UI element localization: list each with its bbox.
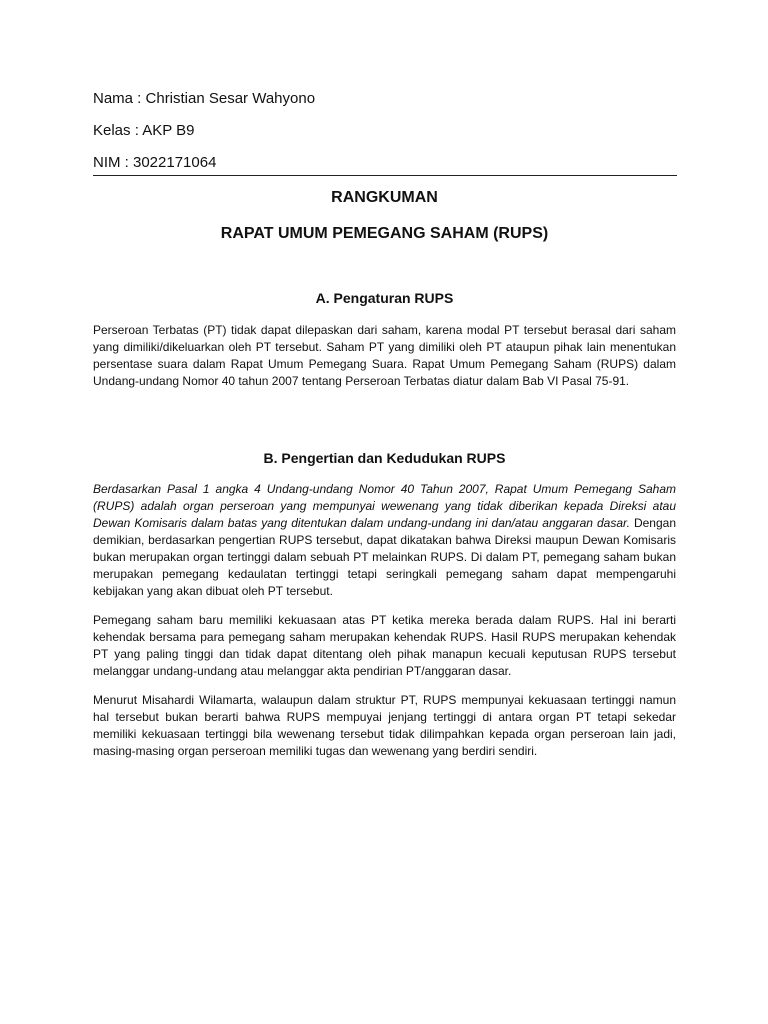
header-divider [93,175,677,176]
nim-value: 3022171064 [133,154,217,171]
section-b-paragraph-3: Menurut Misahardi Wilamarta, walaupun dalam struktur PT, RUPS mempunyai kekuasaan tertinggi namun hal tersebut bukan berarti bahwa RUPS mempuyai jenjang tertinggi di antara organ PT tetapi sekedar memiliki kekuasaan tertinggi bila wewenang tersebut tidak dilimpahkan kepada organ perseroan lain jadi, masing-masing organ perseroan memiliki tugas dan wewenang yang berdiri sendiri. [93,693,676,758]
student-class-line [93,122,194,140]
class-value: AKP B9 [142,122,195,139]
section-a-heading: A. Pengaturan RUPS [315,290,454,306]
student-nim-line [93,154,216,172]
document-subtitle: RAPAT UMUM PEMEGANG SAHAM (RUPS) [220,225,549,242]
section-b-paragraph-2: Pemegang saham baru memiliki kekuasaan atas PT ketika mereka berada dalam RUPS. Hal ini berarti kehendak bersama para pemegang saham merupakan kehendak RUPS. Hasil RUPS merupakan kehendak PT yang paling tinggi dan tidak dapat ditentang oleh pihak manapun kecuali keputusan RUPS tersebut melanggar undang-undang atau melanggar akta pendirian PT/anggaran dasar. [93,613,676,678]
section-b-heading: B. Pengertian dan Kedudukan RUPS [263,450,506,466]
section-b-paragraph-1-text: Dengan demikian, berdasarkan pengertian RUPS tersebut, dapat dikatakan bahwa Direksi maupun Dewan Komisaris bukan merupakan organ tertinggi dalam sebuah PT melainkan RUPS. Di dalam PT, pemegang saham bukan merupakan pemegang kedaulatan tertinggi tetapi seringkali pemegang saham dapat mempengaruhi kebijakan yang akan dibuat oleh PT tersebut. [93,516,676,598]
name-label: Nama : [93,90,146,107]
document-title: RANGKUMAN [331,189,438,206]
section-a-paragraph: Perseroan Terbatas (PT) tidak dapat dilepaskan dari saham, karena modal PT tersebut berasal dari saham yang dimiliki/dikeluarkan oleh PT tersebut. Saham PT yang dimiliki oleh PT ataupun pihak lain menentukan persentase suara dalam Rapat Umum Pemegang Suara. Rapat Umum Pemegang Saham (RUPS) dalam Undang-undang Nomor 40 tahun 2007 tentang Perseroan Terbatas diatur dalam Bab VI Pasal 75-91. [93,323,676,388]
legal-definition-quote: Berdasarkan Pasal 1 angka 4 Undang-undang Nomor 40 Tahun 2007, Rapat Umum Pemegang Saham (RUPS) adalah organ perseroan yang mempunyai wewenang yang tidak diberikan kepada Direksi atau Dewan Komisaris dalam batas yang ditentukan dalam undang-undang ini dan/atau anggaran dasar. [93,482,676,530]
class-label: Kelas : [93,122,143,139]
section-b-paragraph-1 [93,481,676,600]
name-value: Christian Sesar Wahyono [145,90,316,107]
student-name-line [93,90,315,108]
nim-label: NIM : [93,154,133,171]
